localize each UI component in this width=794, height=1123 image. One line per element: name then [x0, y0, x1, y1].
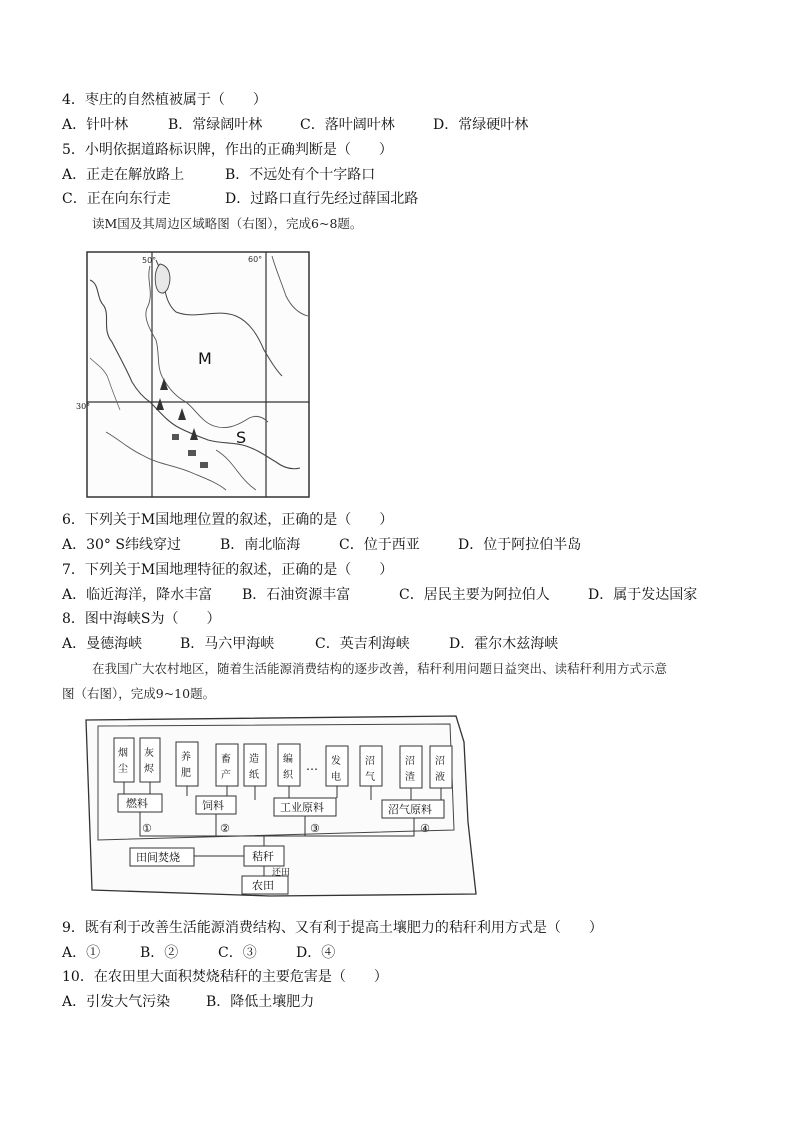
q5-option-b: B．不远处有个十字路口 [225, 167, 376, 183]
box-power-1: 发 [331, 756, 341, 767]
mid-box-industrial: 工业原料 [280, 801, 324, 814]
q5-option-c: C．正在向东行走 [62, 191, 171, 207]
mid-box-feed: 饲料 [202, 799, 224, 812]
q10-stem: 10．在农田里大面积焚烧秸秆的主要危害是（ ） [62, 969, 388, 985]
q9-option-a: A．① [62, 945, 101, 961]
q8-option-a: A．曼德海峡 [62, 636, 143, 652]
q4-option-d: D．常绿硬叶林 [433, 117, 529, 133]
q6-option-d: D．位于阿拉伯半岛 [458, 537, 582, 553]
box-liquid-1: 沼 [435, 756, 445, 767]
box-paper-2: 纸 [249, 770, 259, 781]
q5-option-d: D．过路口直行先经过薛国北路 [225, 191, 419, 207]
strait-label-s: S [236, 428, 247, 447]
box-livestock-1: 畜 [221, 754, 231, 765]
box-livestock-2: 产 [221, 770, 231, 781]
box-fertilizer-2: 肥 [181, 768, 191, 779]
straw-box: 秸秆 [252, 850, 274, 863]
q6-option-a: A．30° S纬线穿过 [62, 537, 181, 553]
field-box: 农田 [252, 879, 274, 892]
q9-option-d: D．④ [296, 945, 336, 961]
q9-option-b: B．② [140, 945, 179, 961]
return-label: 还田 [272, 868, 291, 878]
q10-option-b: B．降低土壤肥力 [206, 994, 315, 1010]
box-paper-1: 造 [249, 754, 259, 765]
box-residue-2: 渣 [405, 772, 415, 783]
q8-option-b: B．马六甲海峡 [180, 636, 275, 652]
q4-option-a: A．针叶林 [62, 117, 129, 133]
q7-option-d: D．属于发达国家 [588, 587, 698, 603]
box-soot-1: 烟 [118, 748, 128, 759]
intro-9-10-line2: 图（右图），完成9~10题。 [62, 686, 216, 701]
box-biogas-2: 气 [365, 772, 375, 783]
q6-stem: 6．下列关于M国地理位置的叙述，正确的是（ ） [62, 512, 394, 528]
box-soot-2: 尘 [118, 764, 128, 775]
box-residue-1: 沼 [405, 756, 415, 767]
box-ash-2: 烬 [144, 764, 154, 775]
box-biogas-1: 沼 [365, 756, 375, 767]
box-ash-1: 灰 [144, 748, 154, 759]
q7-option-a: A．临近海洋，降水丰富 [62, 587, 213, 603]
q8-option-d: D．霍尔木兹海峡 [449, 636, 559, 652]
q8-option-c: C．英吉利海峡 [315, 636, 410, 652]
q9-stem: 9．既有利于改善生活能源消费结构、又有利于提高土壤肥力的秸秆利用方式是（ ） [62, 920, 603, 936]
lat-label-30-outside: 30° [76, 402, 91, 411]
burn-box: 田间焚烧 [136, 851, 180, 864]
box-power-2: 电 [331, 772, 341, 783]
marker-4: ④ [420, 822, 430, 835]
q7-option-c: C．居民主要为阿拉伯人 [399, 587, 550, 603]
ellipsis: … [306, 759, 318, 773]
q9-option-c: C．③ [218, 945, 257, 961]
box-weave-1: 编 [283, 754, 293, 765]
box-fertilizer-1: 养 [181, 752, 191, 763]
lon-label-60: 60° [248, 255, 263, 264]
q4-option-c: C．落叶阔叶林 [300, 117, 395, 133]
country-label-m: M [198, 349, 212, 368]
marker-2: ② [220, 822, 230, 835]
q5-stem: 5．小明依据道路标识牌，作出的正确判断是（ ） [62, 142, 393, 158]
straw-diagram-svg [84, 712, 484, 902]
region-map-svg [86, 250, 312, 500]
q6-option-b: B．南北临海 [220, 537, 301, 553]
q4-option-b: B．常绿阔叶林 [168, 117, 263, 133]
box-weave-2: 织 [283, 770, 293, 781]
q8-stem: 8．图中海峡S为（ ） [62, 611, 221, 627]
marker-3: ③ [310, 822, 320, 835]
q10-option-a: A．引发大气污染 [62, 994, 171, 1010]
intro-6-8: 读M国及其周边区域略图（右图），完成6~8题。 [92, 216, 363, 231]
mid-box-biogas-material: 沼气原料 [388, 803, 432, 816]
mid-box-fuel: 燃料 [126, 797, 148, 810]
region-map [86, 250, 312, 500]
q5-option-a: A．正走在解放路上 [62, 167, 185, 183]
straw-diagram [84, 712, 484, 902]
box-liquid-2: 液 [435, 772, 445, 783]
q7-option-b: B．石油资源丰富 [242, 587, 351, 603]
q7-stem: 7．下列关于M国地理特征的叙述，正确的是（ ） [62, 562, 394, 578]
intro-9-10-line1: 在我国广大农村地区，随着生活能源消费结构的逐步改善，秸秆利用问题日益突出、读秸秆利用方式示意 [92, 661, 668, 676]
marker-1: ① [142, 822, 152, 835]
q4-stem: 4．枣庄的自然植被属于（ ） [62, 92, 267, 108]
lon-label-50: 50° [142, 256, 157, 265]
q6-option-c: C．位于西亚 [339, 537, 420, 553]
